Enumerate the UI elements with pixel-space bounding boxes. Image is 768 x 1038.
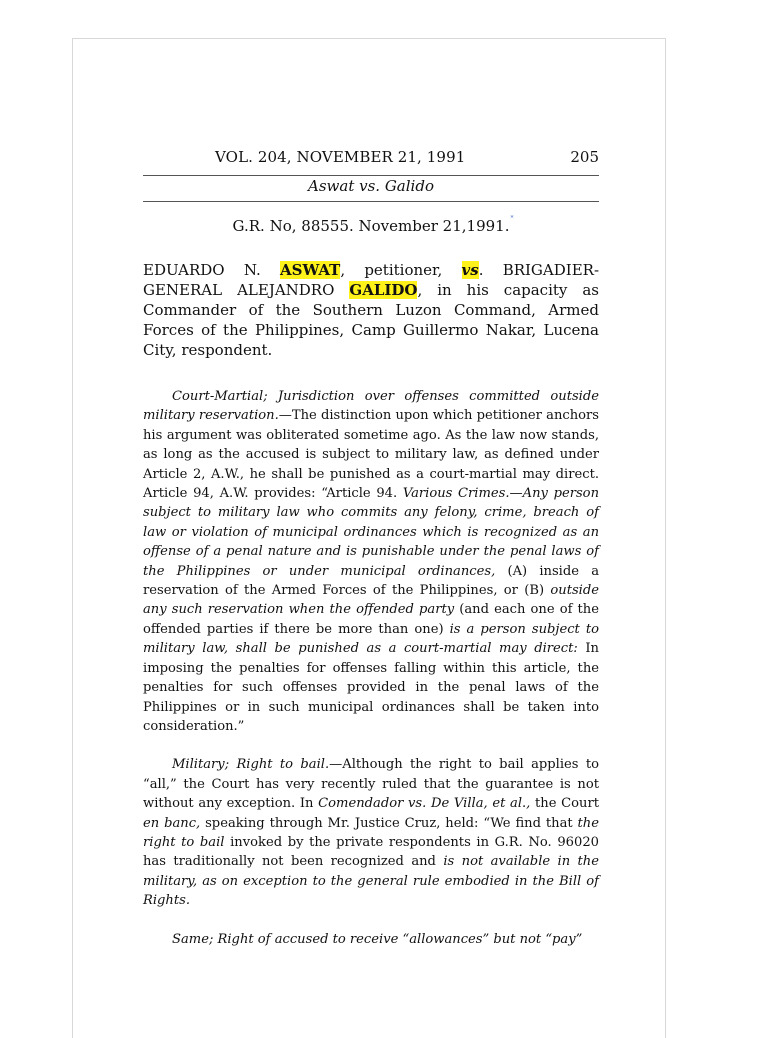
syllabus-court-martial [143,387,599,736]
syllabus-italic: Comendador vs. De Villa, et al., [318,796,531,812]
running-header [143,147,599,167]
volume-date: VOL. 204, NOVEMBER 21, 1991 [215,148,466,166]
vs-highlight: vs [461,261,479,279]
syllabus-text: (A) inside a reservation of the Armed Forces of the Philippines, or (B) [143,563,600,599]
parties-text-4: , in his capacity as Commander of the Southern Luzon Command, Armed Forces of the Philippines, Camp Guillermo Nakar, Lucena City, respondent. [143,281,600,359]
page-content [143,147,599,949]
document-page [72,38,666,1038]
footnote-marker[interactable]: * [510,215,514,222]
syllabus-italic: en banc, [143,815,201,831]
syllabus-italic: is a person subject to military law, shall be punished as a court-martial may direct: [143,621,599,657]
syllabus-heading: Same; Right of accused to receive “allowances” but not “pay” [172,931,583,947]
case-parties [143,260,599,360]
syllabus-italic: the right to bail [143,815,599,850]
syllabus-italic: is not available in the military, as on exception to the general rule embodied in the Bill of Rights. [143,854,599,909]
syllabus-allowances [143,930,599,949]
parties-text-3: . BRIGADIER-GENERAL ALEJANDRO [143,261,600,299]
syllabus-text: —The distinction upon which petitioner anchors his argument was obliterated sometime ago. As the law now stands, as long as the accused is subject to military law, as defined under Article 2, A.W., he shall be punished as a court-martial may direct. Article 94, A.W. provides: “Article 94. [143,408,599,502]
syllabus-text: In imposing the penalties for offenses falling within this article, the penalties for such offenses provided in the penal laws of the Philippines or in such municipal ordinances shall be taken into consideration.” [143,641,599,734]
gr-number-text: G.R. No, 88555. November 21,1991. [232,217,510,235]
syllabus-heading: Court-Martial; Jurisdiction over offenses committed outside military reservation. [143,389,599,424]
case-short-title: Aswat vs. Galido [308,177,434,195]
syllabus-heading: Military; Right to bail. [172,757,330,773]
gr-number-line [143,216,599,236]
syllabus-text: —Although the right to bail applies to “all,” the Court has very recently ruled that the guarantee is not without any exception. In [143,757,599,812]
syllabus-text: (and each one of the offended parties if there be more than one) [143,602,599,637]
syllabus-text: invoked by the private respondents in G.R. No. 96020 has traditionally not been recognized and [143,834,599,870]
syllabus-italic: outside any such reservation when the offended party [143,583,599,618]
parties-text-1: EDUARDO N. [143,261,280,279]
petitioner-name-highlight: ASWAT [279,261,341,279]
syllabus-right-to-bail [143,755,599,910]
syllabus-text: speaking through Mr. Justice Cruz, held: “We find that [200,815,578,831]
parties-text-2: , petitioner, [340,261,462,279]
syllabus-italic: Various Crimes.—Any person subject to military law who commits any felony, crime, breach of law or violation of municipal ordinances which is recognized as an offense of a penal nature and is punishable under the penal laws of the Philippines or under municipal ordinances, [143,486,599,579]
header-rule-bottom [143,201,599,202]
syllabus-text: the Court [530,796,599,812]
page-number: 205 [570,148,599,166]
respondent-name-highlight: GALIDO [349,281,418,299]
